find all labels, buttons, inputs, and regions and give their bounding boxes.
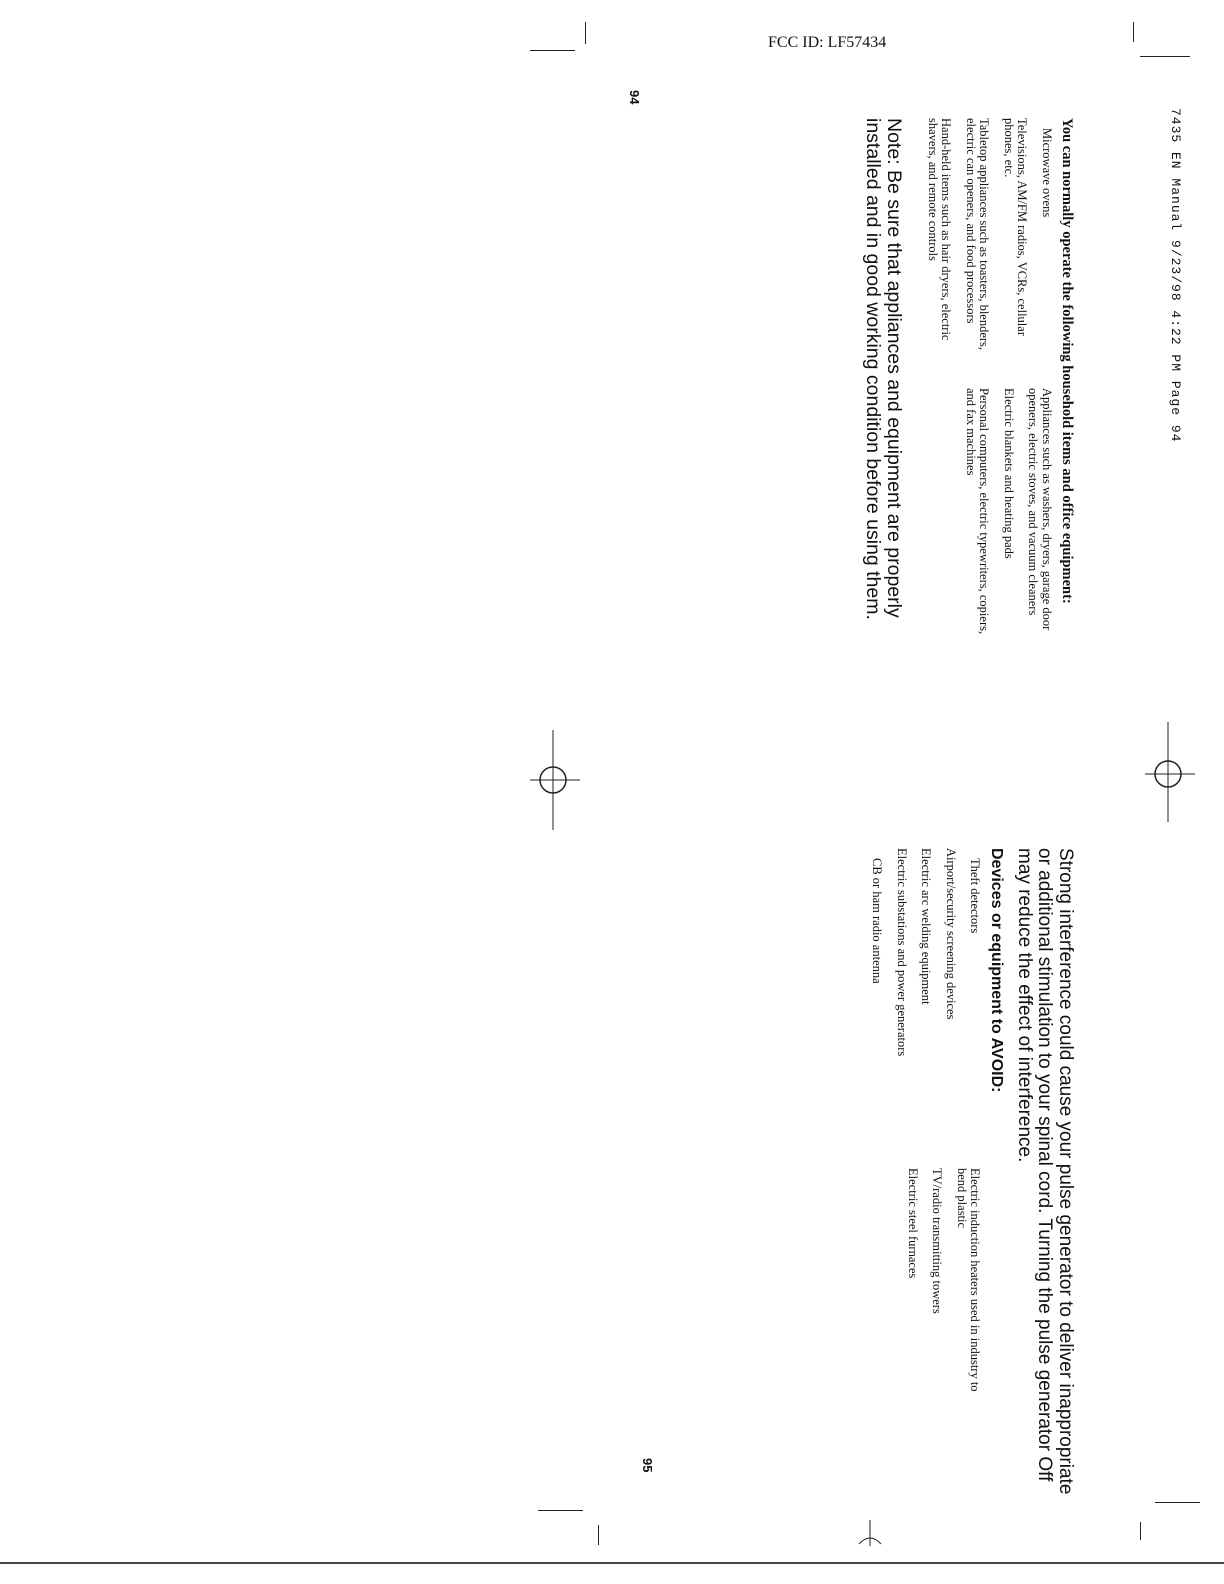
- equipment-heading: You can normally operate the following household items and office equipment:: [1059, 118, 1075, 604]
- crop-mark: [1140, 56, 1190, 57]
- header-slug: 7435 EN Manual 9/23/98 4:22 PM Page 94: [1168, 108, 1183, 443]
- fcc-id: FCC ID: LF57434: [768, 34, 887, 51]
- list-item: Airport/security screening devices: [944, 848, 958, 1020]
- list-item: TV/radio transmitting towers: [930, 1168, 945, 1314]
- registration-mark-right: [1140, 722, 1200, 822]
- avoid-column-2: [859, 1168, 982, 1418]
- crop-mark: [1155, 1502, 1200, 1503]
- page-number-right: 95: [640, 1458, 655, 1473]
- page-number-left: 94: [627, 90, 642, 105]
- list-item: Electric substations and power generators: [895, 848, 909, 1057]
- crop-mark: [1140, 1522, 1141, 1540]
- list-item: Electric induction heaters used in industry to bend plastic: [955, 1168, 983, 1392]
- crop-mark: [585, 22, 586, 44]
- list-item: Electric arc welding equipment: [919, 848, 934, 1005]
- list-item: Televisions, AM/FM radios, VCRs, cellular phones, etc.: [1002, 118, 1030, 336]
- equipment-column-2: [915, 388, 1054, 638]
- crop-mark: [530, 50, 575, 51]
- right-page-content: [859, 848, 1075, 1498]
- bottom-rule: [0, 1562, 1224, 1564]
- crop-mark: [1133, 22, 1134, 42]
- list-item: Personal computers, electric typewriters, copiers, and fax machines: [964, 388, 992, 635]
- avoid-columns: [859, 848, 982, 1498]
- list-item: Tabletop appliances such as toasters, blenders, electric can openers, and food processors: [964, 118, 992, 351]
- left-page-content: [863, 118, 1076, 678]
- list-item: Electric blankets and heating pads: [1002, 388, 1016, 559]
- list-item: Appliances such as washers, dryers, garage door openers, electric stoves, and vacuum cleaners: [1026, 388, 1054, 631]
- avoid-heading: Devices or equipment to AVOID:: [988, 848, 1006, 1093]
- registration-mark-left: [525, 730, 585, 830]
- list-item: Hand-held items such as hair dryers, electric shavers, and remote controls: [926, 118, 954, 341]
- avoid-column-1: [859, 848, 982, 1148]
- list-item: Theft detectors: [968, 858, 983, 934]
- equipment-column-1: [915, 118, 1054, 368]
- crop-mark: [598, 1525, 599, 1545]
- note-text: Note: Be sure that appliances and equipment are properly installed and in good working condition before using them.: [862, 118, 906, 620]
- list-item: Microwave ovens: [1040, 128, 1054, 218]
- list-item: CB or ham radio antenna: [870, 858, 885, 984]
- list-item: Electric steel furnaces: [906, 1168, 920, 1279]
- crop-mark: [538, 1510, 583, 1511]
- interference-paragraph: Strong interference could cause your pulse generator to deliver inappropriate or additional stimulation to your spinal cord. Turning the pulse generator Off may reduce the effect of interference.: [1014, 848, 1076, 1495]
- registration-mark-bottom: [855, 1518, 885, 1548]
- equipment-columns: [915, 118, 1054, 678]
